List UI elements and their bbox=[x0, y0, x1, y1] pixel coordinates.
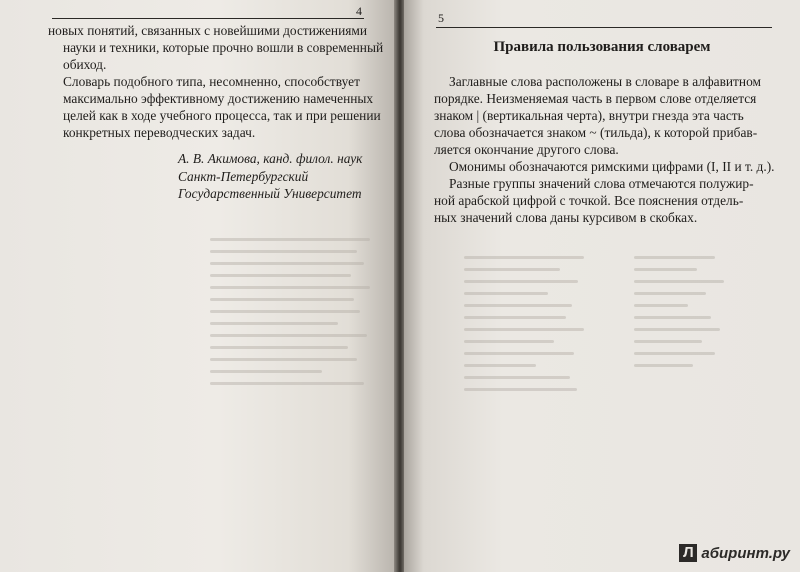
text-line: ной арабской цифрой с точкой. Все пояснения отдель- bbox=[434, 193, 744, 208]
labirint-watermark bbox=[679, 544, 790, 562]
text-line: порядке. Неизменяемая часть в первом слове отделяется bbox=[434, 91, 757, 106]
bleed-through-text bbox=[634, 250, 724, 376]
text-line: конкретных переводческих задач. bbox=[63, 125, 256, 140]
author-signature bbox=[178, 150, 362, 203]
bleed-through-text bbox=[464, 250, 584, 400]
watermark-text: абиринт.ру bbox=[701, 544, 790, 562]
text-line: ляется окончание другого слова. bbox=[434, 142, 619, 157]
text-line: обиход. bbox=[63, 57, 107, 72]
left-page bbox=[0, 0, 396, 572]
signature-line: Государственный Университет bbox=[178, 186, 362, 201]
page-number-left: 4 bbox=[356, 4, 362, 18]
text-line: ных значений слова даны курсивом в скобках. bbox=[434, 210, 698, 225]
header-rule-left bbox=[52, 18, 364, 19]
watermark-logo-icon: Л bbox=[679, 544, 697, 562]
text-line: слова обозначается знаком ~ (тильда), к которой прибав- bbox=[434, 125, 758, 140]
left-body-text bbox=[48, 22, 384, 141]
right-body-text bbox=[434, 73, 774, 226]
header-rule-right bbox=[436, 27, 772, 28]
text-line: Словарь подобного типа, несомненно, способствует bbox=[63, 74, 360, 89]
right-page bbox=[404, 0, 800, 572]
signature-line: А. В. Акимова, канд. филол. наук bbox=[178, 151, 363, 166]
section-title: Правила пользования словарем bbox=[493, 39, 711, 55]
text-line: Омонимы обозначаются римскими цифрами (I, II и т. д.). bbox=[449, 159, 775, 174]
bleed-through-text bbox=[210, 232, 370, 394]
text-line: целей как в ходе учебного процесса, так и при решении bbox=[63, 108, 381, 123]
text-line: Разные группы значений слова отмечаются полужир- bbox=[449, 176, 754, 191]
text-line: науки и техники, которые прочно вошли в современный bbox=[63, 40, 384, 55]
text-line: максимально эффективному достижению намеченных bbox=[63, 91, 374, 106]
text-line: знаком | (вертикальная черта), внутри гнезда эта часть bbox=[434, 108, 744, 123]
text-line: новых понятий, связанных с новейшими достижениями bbox=[48, 23, 368, 38]
page-number-right: 5 bbox=[438, 11, 444, 25]
signature-line: Санкт-Петербургский bbox=[178, 168, 309, 184]
text-line: Заглавные слова расположены в словаре в алфавитном bbox=[449, 74, 761, 89]
